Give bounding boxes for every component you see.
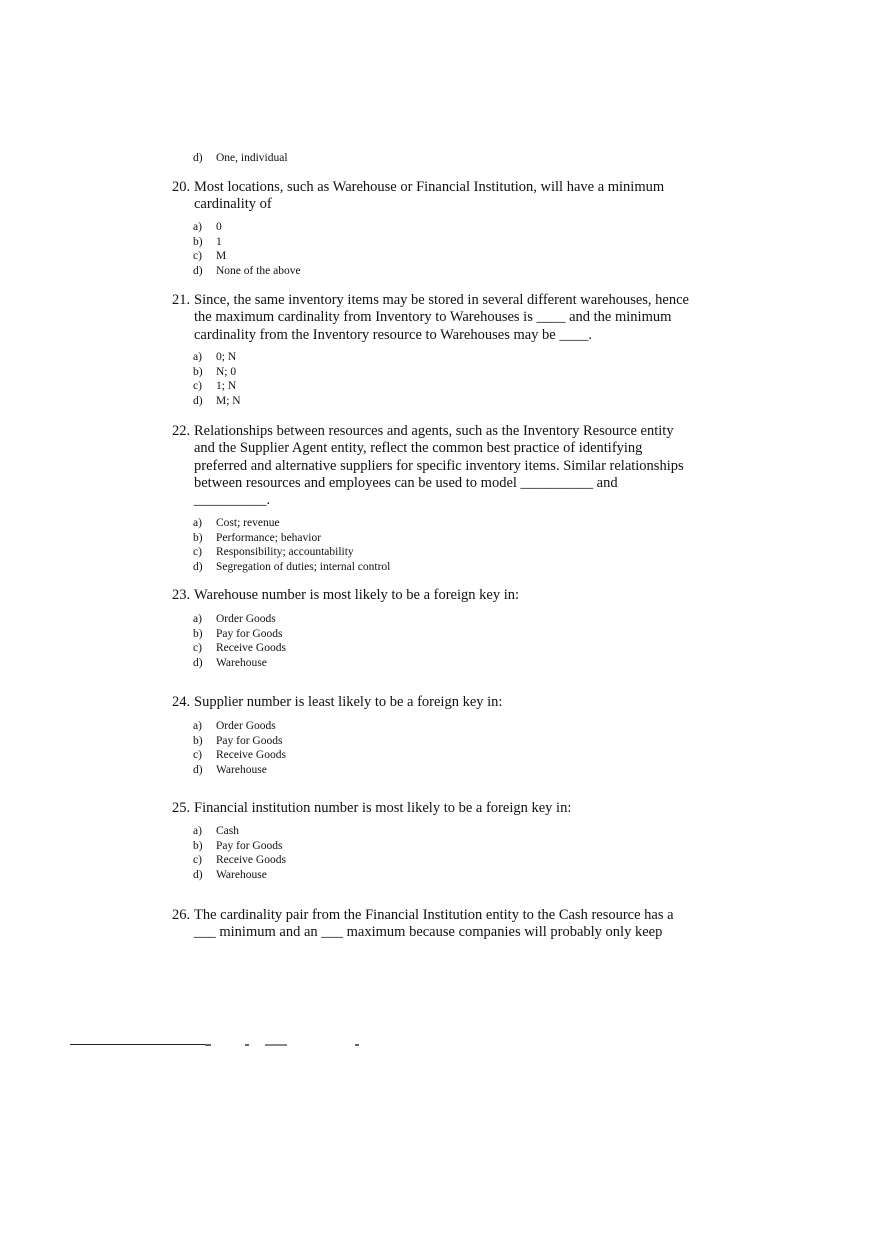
question-number: 20. [172, 179, 191, 195]
question-23-options [193, 612, 286, 670]
question-number: 23. [172, 587, 191, 603]
option-d [193, 763, 286, 778]
option-b [193, 734, 286, 749]
question-line: Since, the same inventory items may be stored in several different warehouses, hence [194, 292, 689, 308]
option-d [193, 394, 241, 409]
option-text: 1 [216, 235, 222, 248]
question-text [194, 179, 712, 214]
option-a [193, 612, 286, 627]
option-letter: d) [193, 152, 203, 164]
option-b [193, 531, 390, 546]
option-letter: d) [193, 868, 203, 881]
option-a [193, 824, 286, 839]
option-text: Performance; behavior [216, 531, 322, 544]
question-24 [172, 694, 712, 711]
question-line: The cardinality pair from the Financial Institution entity to the Cash resource has a [194, 907, 674, 923]
option-letter: c) [193, 250, 202, 263]
option-text: M; N [216, 394, 241, 407]
option-text: Receive Goods [216, 854, 286, 867]
question-25-options [193, 824, 286, 882]
question-24-options [193, 719, 286, 777]
question-21 [172, 292, 712, 344]
option-letter: d) [193, 763, 203, 776]
option-text: Pay for Goods [216, 734, 283, 747]
option-letter: b) [193, 839, 203, 852]
question-line: and the Supplier Agent entity, reflect the common best practice of identifying [194, 440, 643, 457]
option-letter: a) [193, 613, 202, 625]
option-d [193, 560, 390, 575]
option-text: 0 [216, 221, 222, 233]
option-d [193, 868, 286, 883]
option-b [193, 627, 286, 642]
artifact-mark [355, 1044, 359, 1046]
option-text: None of the above [216, 264, 301, 277]
question-line: Relationships between resources and agents, such as the Inventory Resource entity [194, 423, 674, 439]
option-c [193, 249, 301, 264]
footnote-separator [70, 1044, 208, 1045]
option-text: One, individual [216, 152, 288, 164]
question-line: Most locations, such as Warehouse or Financial Institution, will have a minimum [194, 179, 665, 195]
question-line: Warehouse number is most likely to be a foreign key in: [194, 587, 520, 603]
option-letter: c) [193, 642, 202, 655]
question-line: between resources and employees can be used to model __________ and [194, 474, 618, 491]
question-26 [172, 907, 712, 942]
option-letter: a) [193, 825, 202, 837]
option-text: Pay for Goods [216, 627, 283, 640]
question-text [194, 423, 712, 509]
question-number: 22. [172, 423, 191, 439]
option-letter: b) [193, 627, 203, 640]
question-line: cardinality of [194, 196, 272, 213]
option-letter: a) [193, 720, 202, 732]
question-line: Financial institution number is most likely to be a foreign key in: [194, 800, 572, 816]
option-text: Receive Goods [216, 749, 286, 762]
option-letter: d) [193, 560, 203, 573]
option-text: Cash [216, 825, 239, 837]
option-text: Warehouse [216, 763, 267, 776]
question-line: preferred and alternative suppliers for specific inventory items. Similar relationships [194, 457, 684, 474]
option-letter: d) [193, 264, 203, 277]
option-a [193, 719, 286, 734]
question-20 [172, 179, 712, 214]
option-letter: c) [193, 854, 202, 867]
footnote-artifacts [205, 1040, 375, 1048]
option-d [193, 264, 301, 279]
option-text: Order Goods [216, 720, 276, 732]
question-line: Supplier number is least likely to be a foreign key in: [194, 694, 503, 710]
option-d [193, 656, 286, 671]
option-letter: d) [193, 656, 203, 669]
option-letter: b) [193, 365, 203, 378]
option-b [193, 235, 301, 250]
option-b [193, 839, 286, 854]
option-letter: c) [193, 380, 202, 393]
question-text [194, 907, 712, 942]
question-25 [172, 800, 712, 817]
question-text [194, 694, 712, 711]
option-letter: a) [193, 517, 202, 529]
artifact-mark [265, 1044, 287, 1046]
question-number: 24. [172, 694, 191, 710]
option-letter: c) [193, 749, 202, 762]
option-c [193, 545, 390, 560]
option-letter: b) [193, 734, 203, 747]
option-a [193, 516, 390, 531]
option-text: 1; N [216, 380, 237, 393]
option-text: M [216, 250, 227, 263]
option-b [193, 365, 241, 380]
option-c [193, 748, 286, 763]
question-22-options [193, 516, 390, 574]
question-line: __________. [194, 492, 271, 509]
question-line: the maximum cardinality from Inventory to Warehouses is ____ and the minimum [194, 309, 672, 326]
question-text [194, 292, 712, 344]
option-letter: b) [193, 531, 203, 544]
option-letter: a) [193, 351, 202, 363]
question-number: 25. [172, 800, 191, 816]
option-text: 0; N [216, 351, 237, 363]
option-c [193, 379, 241, 394]
prev-question-option-d [193, 151, 288, 166]
option-a [193, 220, 301, 235]
option-text: N; 0 [216, 365, 237, 378]
artifact-mark [205, 1044, 211, 1046]
question-line: cardinality from the Inventory resource to Warehouses may be ____. [194, 326, 592, 343]
option-text: Segregation of duties; internal control [216, 560, 391, 573]
question-21-options [193, 350, 241, 408]
option-letter: d) [193, 394, 203, 407]
option-c [193, 853, 286, 868]
option-text: Warehouse [216, 868, 267, 881]
option-text: Pay for Goods [216, 839, 283, 852]
question-text [194, 800, 712, 817]
question-number: 21. [172, 292, 191, 308]
option-text: Receive Goods [216, 642, 286, 655]
question-22 [172, 423, 712, 509]
option-c [193, 641, 286, 656]
question-23 [172, 587, 712, 604]
question-number: 26. [172, 907, 191, 923]
option-text: Order Goods [216, 613, 276, 625]
question-20-options [193, 220, 301, 278]
option-letter: a) [193, 221, 202, 233]
artifact-mark [245, 1044, 249, 1046]
question-text [194, 587, 712, 604]
option-a [193, 350, 241, 365]
option-text: Responsibility; accountability [216, 546, 354, 559]
option-letter: c) [193, 546, 202, 559]
question-line: ___ minimum and an ___ maximum because companies will probably only keep [194, 924, 663, 941]
option-text: Warehouse [216, 656, 267, 669]
option-letter: b) [193, 235, 203, 248]
option-text: Cost; revenue [216, 517, 280, 529]
